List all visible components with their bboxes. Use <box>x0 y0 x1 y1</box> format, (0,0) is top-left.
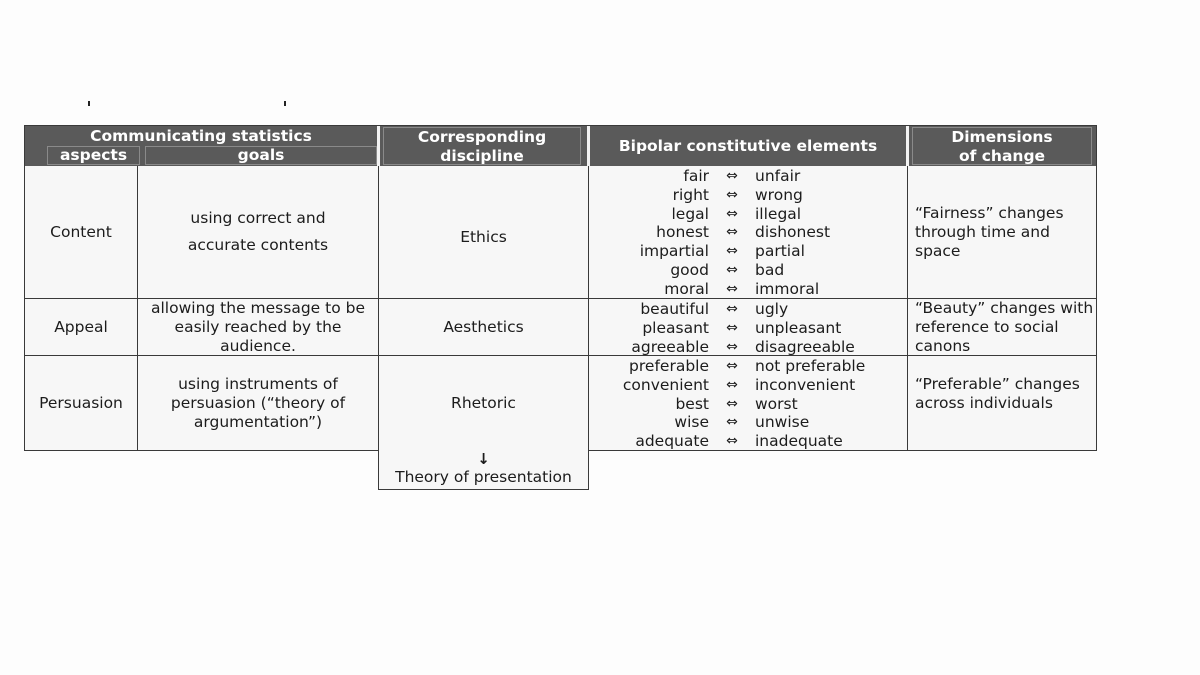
double-arrow-icon: ⇔ <box>726 261 738 278</box>
header-communicating: Communicating statistics <box>90 127 312 145</box>
pair-row: pleasant ⇔ unpleasant <box>642 318 842 337</box>
double-arrow-icon: ⇔ <box>726 280 738 297</box>
pair-row: convenient ⇔ inconvenient <box>622 375 856 394</box>
discipline-ethics: Ethics <box>460 227 507 246</box>
pair-row: wise ⇔ unwise <box>674 413 810 432</box>
double-arrow-icon: ⇔ <box>726 395 738 412</box>
pair-row: honest ⇔ dishonest <box>656 223 831 242</box>
aspect-persuasion: Persuasion <box>39 394 123 412</box>
tick-mark-left <box>88 101 90 106</box>
double-arrow-icon: ⇔ <box>726 168 738 184</box>
double-arrow-icon: ⇔ <box>726 338 738 355</box>
aspect-appeal: Appeal <box>54 317 108 336</box>
pair-row: legal ⇔ illegal <box>671 204 802 223</box>
header-aspects: aspects <box>47 146 140 165</box>
dimension-content: “Fairness” changes through time and space <box>915 203 1064 260</box>
double-arrow-icon: ⇔ <box>726 224 738 241</box>
aspect-content: Content <box>50 222 112 241</box>
goal-persuasion: using instruments of persuasion (“theory of argumentation”) <box>170 375 346 431</box>
goal-appeal: allowing the message to be easily reached by the audience. <box>151 298 365 355</box>
double-arrow-icon: ⇔ <box>726 414 738 431</box>
double-arrow-icon: ⇔ <box>726 301 738 317</box>
pairs-content <box>589 167 830 299</box>
double-arrow-icon: ⇔ <box>726 319 738 336</box>
pair-row: moral ⇔ immoral <box>664 279 820 298</box>
double-arrow-icon: ⇔ <box>726 205 738 222</box>
header-dimensions: Dimensions of change <box>912 127 1092 165</box>
header-bipolar: Bipolar constitutive elements <box>618 137 878 155</box>
pair-row: good ⇔ bad <box>670 260 785 279</box>
double-arrow-icon: ⇔ <box>726 243 738 260</box>
pair-row: fair ⇔ unfair <box>683 167 801 185</box>
double-arrow-icon: ⇔ <box>726 433 738 450</box>
double-arrow-icon: ⇔ <box>726 376 738 393</box>
theory-of-presentation-label: Theory of presentation <box>395 468 572 486</box>
dimension-persuasion: “Preferable” changes across individuals <box>915 375 1080 412</box>
statistics-table <box>24 125 1097 451</box>
header-discipline: Corresponding discipline <box>383 127 581 165</box>
theory-of-presentation-box <box>378 450 589 490</box>
goal-content: using correct and accurate contents <box>187 209 329 254</box>
pair-row: preferable ⇔ not preferable <box>629 357 866 375</box>
pairs-appeal <box>589 300 855 356</box>
table-header <box>25 126 1096 166</box>
header-goals: goals <box>145 146 377 165</box>
double-arrow-icon: ⇔ <box>726 358 738 374</box>
pair-row: impartial ⇔ partial <box>639 242 805 261</box>
pairs-persuasion <box>589 357 865 451</box>
header-separator <box>377 126 380 166</box>
dimension-appeal: “Beauty” changes with reference to social canons <box>915 298 1094 355</box>
pair-row: best ⇔ worst <box>675 394 798 413</box>
pair-row: beautiful ⇔ ugly <box>640 300 789 318</box>
discipline-rhetoric: Rhetoric <box>451 394 516 412</box>
header-separator <box>906 126 909 166</box>
pair-row: agreeable ⇔ disagreeable <box>631 337 855 356</box>
arrow-down-icon: ↓ <box>477 450 490 468</box>
pair-row: adequate ⇔ inadequate <box>635 432 843 451</box>
double-arrow-icon: ⇔ <box>726 186 738 203</box>
pair-row: right ⇔ wrong <box>672 185 803 204</box>
tick-mark-right <box>284 101 286 106</box>
discipline-aesthetics: Aesthetics <box>443 317 524 336</box>
